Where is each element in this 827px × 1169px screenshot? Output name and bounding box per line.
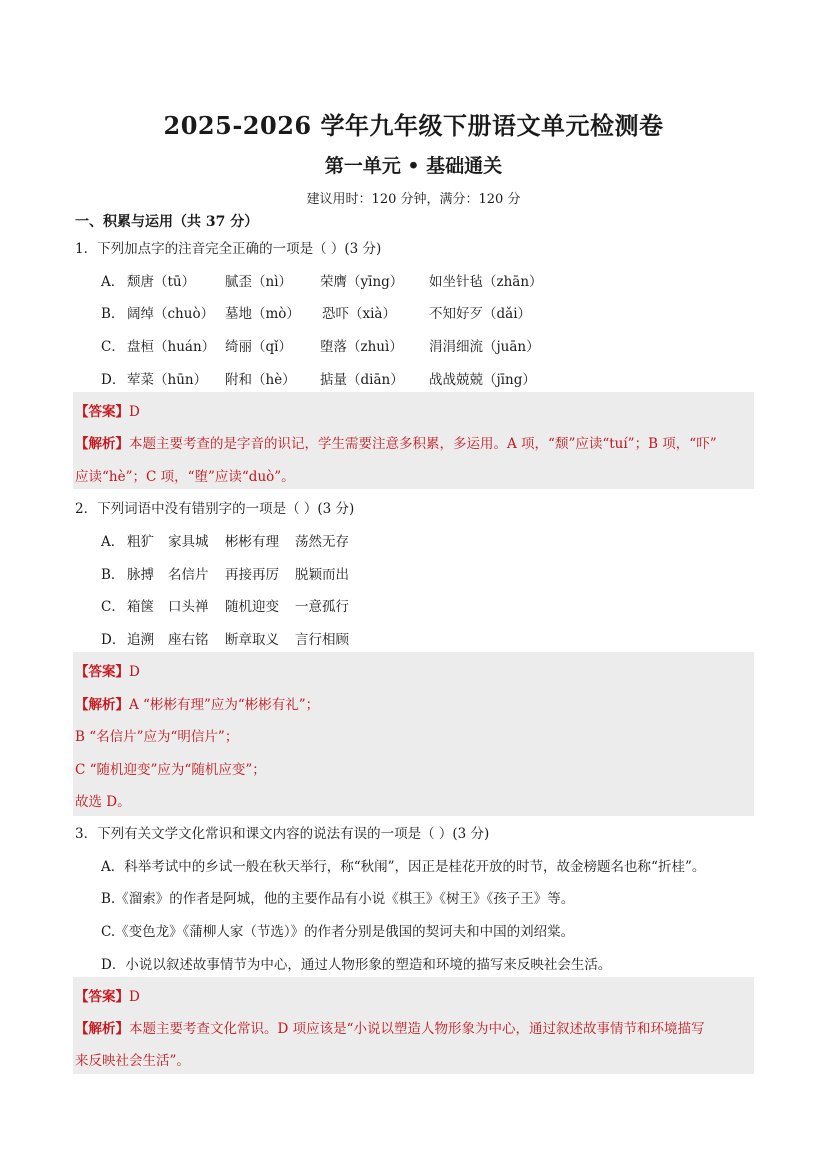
option-label: A． [101,274,125,290]
option-item: 箱箧 [127,599,154,615]
page-subtitle: 第一单元 • 基础通关 [324,155,503,177]
answer-value: D [129,404,140,420]
question-3-option-a: A．科举考试中的乡试一般在秋天举行，称“秋闱”，因正是桂花开放的时节，故金榜题名也称“折桂”。 [101,859,706,875]
exam-meta: 建议用时：120 分钟，满分：120 分 [306,192,521,207]
analysis-text: 本题主要考查的是字音的识记，学生需要注意多积累，多运用。A 项，“颓”应读“tuí”；B 项，“吓” [129,436,717,452]
question-2-stem: 2．下列词语中没有错别字的一项是（ ）(3 分) [75,501,355,517]
option-item: 一意孤行 [295,599,349,615]
option-item: 断章取义 [225,632,279,648]
analysis-line: 应读“hè”；C 项，“堕”应读“duò”。 [75,469,295,485]
question-1-stem: 1．下列加点字的注音完全正确的一项是（ ）(3 分) [75,241,382,257]
analysis-line: 来反映社会生活”。 [75,1053,190,1069]
analysis-line [75,693,319,713]
option-label: D． [101,372,126,388]
option-label: A． [101,534,125,550]
option-item: 言行相顾 [295,632,349,648]
option-item: 颓唐（tū） [127,274,196,290]
analysis-tag: 【解析】 [75,436,129,452]
question-3-answer-block [73,977,754,1074]
option-item: 掂量（diān） [320,372,404,388]
question-1-answer-block [73,392,754,489]
option-item: 随机迎变 [225,599,279,615]
option-item: 座右铭 [168,632,209,648]
option-item: 盘桓（huán） [127,339,216,355]
analysis-line [75,1017,705,1037]
answer-line [75,400,140,420]
option-item: 不知好歹（dǎi） [429,306,532,322]
analysis-line: 故选 D。 [75,794,131,810]
option-item: 墓地（mò） [225,306,300,322]
option-item: 荤菜（hūn） [127,372,208,388]
option-label: C． [101,339,125,355]
option-label: D． [101,632,126,648]
option-item: 恐吓（xià） [322,306,396,322]
answer-line [75,985,140,1005]
question-3-option-b: B.《溜索》的作者是阿城，他的主要作品有小说《棋王》《树王》《孩子王》等。 [101,891,575,907]
option-item: 家具城 [168,534,209,550]
option-item: 名信片 [168,567,209,583]
option-item: 腻歪（nì） [225,274,293,290]
analysis-tag: 【解析】 [75,1021,129,1037]
option-item: 脉搏 [127,567,154,583]
question-2-answer-block [73,652,754,816]
answer-line [75,660,140,680]
option-label: B． [101,567,125,583]
analysis-line [75,432,717,452]
analysis-tag: 【解析】 [75,697,129,713]
option-item: 脱颖而出 [295,567,349,583]
option-item: 荡然无存 [295,534,349,550]
question-3-stem: 3．下列有关文学文化常识和课文内容的说法有误的一项是（ ）(3 分) [75,826,490,842]
option-label: B． [101,306,125,322]
option-item: 荣膺（yīng） [320,274,404,290]
option-item: 战战兢兢（jīng） [429,372,536,388]
option-item: 如坐针毡（zhān） [429,274,543,290]
option-item: 追溯 [127,632,154,648]
option-item: 堕落（zhuì） [320,339,403,355]
option-item: 口头禅 [168,599,209,615]
answer-tag: 【答案】 [75,989,129,1005]
option-label: C． [101,599,125,615]
option-item: 再接再厉 [225,567,279,583]
option-item: 绮丽（qǐ） [225,339,292,355]
question-3-option-d: D．小说以叙述故事情节为中心，通过人物形象的塑造和环境的描写来反映社会生活。 [101,957,612,973]
analysis-text: A “彬彬有理”应为“彬彬有礼”； [129,697,320,713]
question-3-option-c: C.《变色龙》《蒲柳人家（节选）》的作者分别是俄国的契诃夫和中国的刘绍棠。 [101,924,575,940]
option-item: 附和（hè） [225,372,296,388]
option-item: 阔绰（chuò） [127,306,215,322]
answer-tag: 【答案】 [75,664,129,680]
page-title: 2025-2026 学年九年级下册语文单元检测卷 [163,111,664,140]
option-item: 涓涓细流（juān） [429,339,540,355]
option-item: 粗犷 [127,534,154,550]
answer-tag: 【答案】 [75,404,129,420]
answer-value: D [129,989,140,1005]
analysis-line: C “随机迎变”应为“随机应变”； [75,762,266,778]
section-heading: 一、积累与运用（共 37 分） [75,214,259,230]
analysis-text: 本题主要考查文化常识。D 项应该是“小说以塑造人物形象为中心，通过叙述故事情节和环境描写 [129,1021,705,1037]
option-item: 彬彬有理 [225,534,279,550]
analysis-line: B “名信片”应为“明信片”； [75,729,239,745]
answer-value: D [129,664,140,680]
